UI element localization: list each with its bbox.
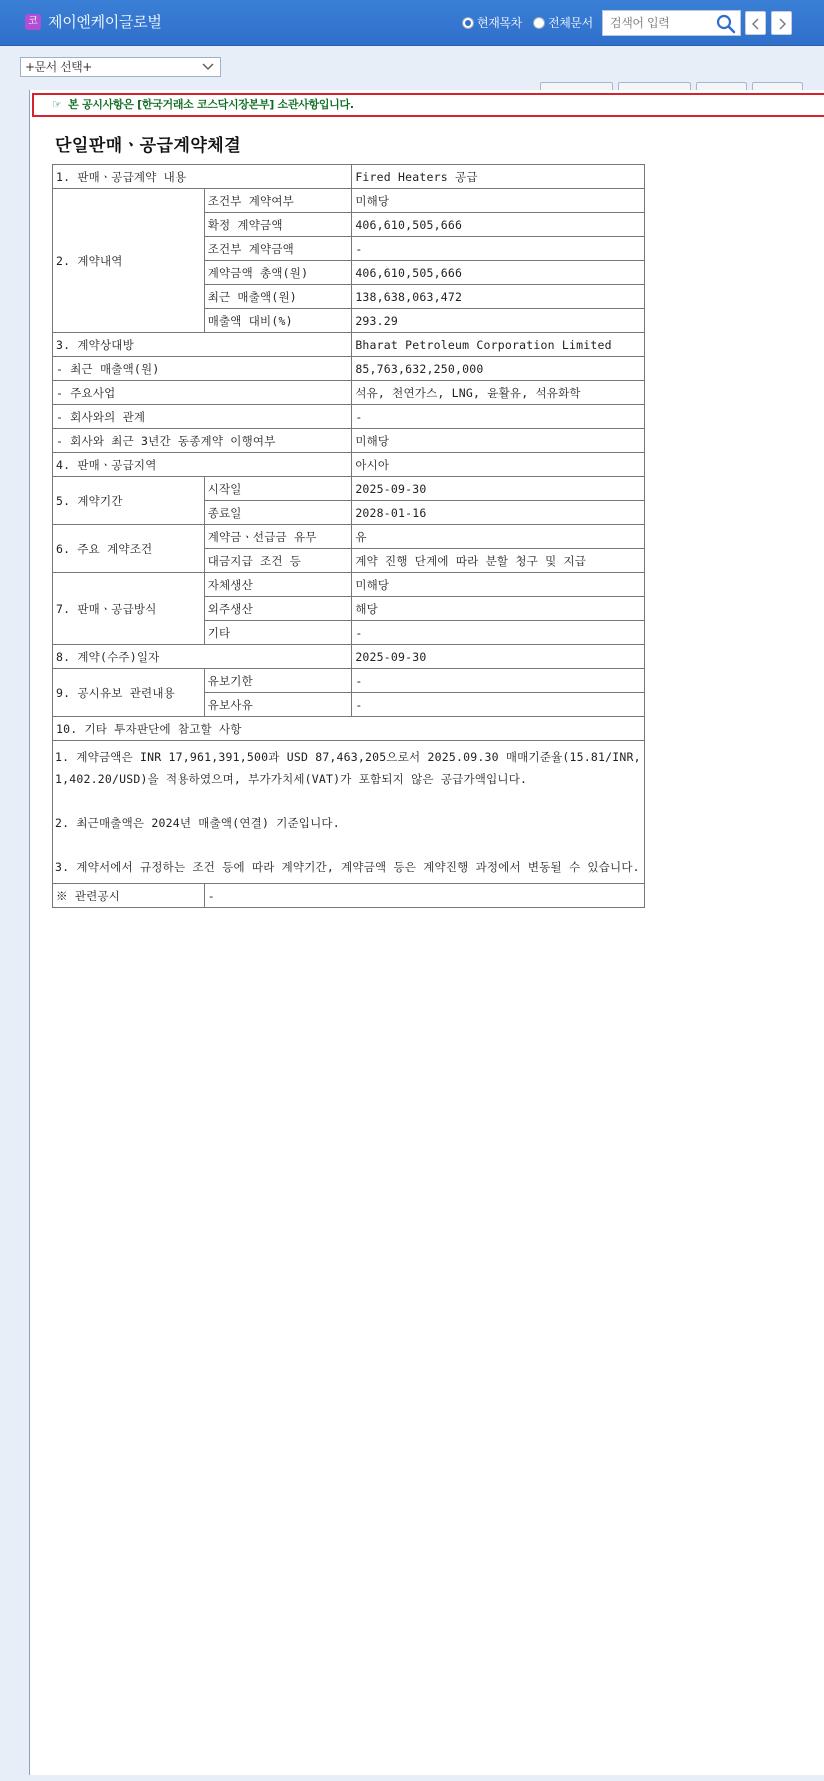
notice-text: 본 공시사항은 [한국거래소 코스닥시장본부] 소관사항입니다. xyxy=(68,98,354,111)
row-value: Bharat Petroleum Corporation Limited xyxy=(352,333,645,357)
table-row xyxy=(53,429,645,453)
row-value: 유 xyxy=(352,525,645,549)
table-row xyxy=(53,453,645,477)
sub-label: 유보기한 xyxy=(204,669,352,693)
note-2: 2. 최근매출액은 2024년 매출액(연결) 기준입니다. xyxy=(55,816,340,830)
sub-label: 종료일 xyxy=(204,501,352,525)
table-row xyxy=(53,333,645,357)
row-value: - xyxy=(352,237,645,261)
row-value: 미해당 xyxy=(352,189,645,213)
jurisdiction-notice xyxy=(32,93,824,117)
table-row xyxy=(53,717,645,741)
row-value: 아시아 xyxy=(352,453,645,477)
row-label: 5. 계약기간 xyxy=(53,477,205,525)
row-value: 406,610,505,666 xyxy=(352,213,645,237)
chevron-right-icon xyxy=(778,18,786,30)
row-label: - 주요사업 xyxy=(53,381,352,405)
row-value: 미해당 xyxy=(352,573,645,597)
row-label: 9. 공시유보 관련내용 xyxy=(53,669,205,717)
note-1: 1. 계약금액은 INR 17,961,391,500과 USD 87,463,205으로서 2025.09.30 매매기준율(15.81/INR, 1,402.20/USD)을 적용하였으며, 부가가치세(VAT)가 포함되지 않은 공급가액입니다. xyxy=(55,750,641,786)
table-row xyxy=(53,669,645,693)
row-value: 계약 진행 단계에 따라 분할 청구 및 지급 xyxy=(352,549,645,573)
row-label: 3. 계약상대방 xyxy=(53,333,352,357)
row-value: 406,610,505,666 xyxy=(352,261,645,285)
row-label: 8. 계약(수주)일자 xyxy=(53,645,352,669)
search-box xyxy=(602,10,741,36)
row-value: 석유, 천연가스, LNG, 윤활유, 석유화학 xyxy=(352,381,645,405)
radio-all-docs[interactable] xyxy=(533,14,593,31)
row-label: - 회사와의 관계 xyxy=(53,405,352,429)
note-3: 3. 계약서에서 규정하는 조건 등에 따라 계약기간, 계약금액 등은 계약진행 과정에서 변동될 수 있습니다. xyxy=(55,860,640,874)
sub-label: 기타 xyxy=(204,621,352,645)
row-value: - xyxy=(352,669,645,693)
sub-label: 계약금ㆍ선급금 유무 xyxy=(204,525,352,549)
table-row xyxy=(53,645,645,669)
toolbar-tab-4[interactable] xyxy=(752,82,803,90)
row-label: - 회사와 최근 3년간 동종계약 이행여부 xyxy=(53,429,352,453)
row-label: - 최근 매출액(원) xyxy=(53,357,352,381)
sub-label: 계약금액 총액(원) xyxy=(204,261,352,285)
company-logo-icon: 코 xyxy=(25,14,41,30)
row-label: ※ 관련공시 xyxy=(53,884,205,908)
row-label: 2. 계약내역 xyxy=(53,189,205,333)
row-value: 138,638,063,472 xyxy=(352,285,645,309)
document-title: 단일판매ㆍ공급계약체결 xyxy=(55,136,242,156)
row-label: 4. 판매ㆍ공급지역 xyxy=(53,453,352,477)
row-label: 7. 판매ㆍ공급방식 xyxy=(53,573,205,645)
radio-button-checked[interactable] xyxy=(462,17,474,29)
sub-label: 유보사유 xyxy=(204,693,352,717)
row-label: 6. 주요 계약조건 xyxy=(53,525,205,573)
sub-label: 대금지급 조건 등 xyxy=(204,549,352,573)
hand-pointer-icon: ☞ xyxy=(52,98,62,111)
row-value: 2025-09-30 xyxy=(352,645,645,669)
toolbar-tab-2[interactable] xyxy=(618,82,691,90)
table-row xyxy=(53,405,645,429)
row-value: 2028-01-16 xyxy=(352,501,645,525)
row-value: - xyxy=(352,405,645,429)
sub-label: 자체생산 xyxy=(204,573,352,597)
document-select-value: +문서 선택+ xyxy=(25,60,92,74)
toolbar-tab-1[interactable] xyxy=(540,82,613,90)
row-value: 2025-09-30 xyxy=(352,477,645,501)
prev-page-button[interactable] xyxy=(745,11,766,35)
sub-label: 확정 계약금액 xyxy=(204,213,352,237)
row-value: 미해당 xyxy=(352,429,645,453)
row-label: 1. 판매ㆍ공급계약 내용 xyxy=(53,165,352,189)
table-row xyxy=(53,741,645,884)
radio-current-toc[interactable] xyxy=(462,14,522,31)
table-row xyxy=(53,381,645,405)
next-page-button[interactable] xyxy=(771,11,792,35)
row-label: 10. 기타 투자판단에 참고할 사항 xyxy=(53,717,645,741)
document-select[interactable] xyxy=(20,57,221,77)
table-row xyxy=(53,189,645,213)
table-row xyxy=(53,525,645,549)
row-value: - xyxy=(204,884,644,908)
top-header xyxy=(0,0,824,46)
sub-label: 최근 매출액(원) xyxy=(204,285,352,309)
notes-cell xyxy=(53,741,645,884)
table-row xyxy=(53,357,645,381)
chevron-left-icon xyxy=(752,18,760,30)
row-value: - xyxy=(352,621,645,645)
row-value: - xyxy=(352,693,645,717)
sub-label: 매출액 대비(%) xyxy=(204,309,352,333)
table-row xyxy=(53,165,645,189)
radio-all-label: 전체문서 xyxy=(548,16,593,30)
table-row xyxy=(53,884,645,908)
row-value: Fired Heaters 공급 xyxy=(352,165,645,189)
chevron-down-icon xyxy=(202,63,214,71)
table-row xyxy=(53,477,645,501)
disclosure-table xyxy=(52,164,645,908)
radio-current-label: 현재목차 xyxy=(477,16,522,30)
sub-label: 시작일 xyxy=(204,477,352,501)
search-icon[interactable] xyxy=(716,14,736,34)
sub-label: 조건부 계약금액 xyxy=(204,237,352,261)
row-value: 해당 xyxy=(352,597,645,621)
radio-button[interactable] xyxy=(533,17,545,29)
search-input[interactable] xyxy=(610,14,710,32)
table-row xyxy=(53,573,645,597)
sub-label: 외주생산 xyxy=(204,597,352,621)
company-name[interactable]: 제이엔케이글로벌 xyxy=(48,13,162,31)
sub-label: 조건부 계약여부 xyxy=(204,189,352,213)
row-value: 85,763,632,250,000 xyxy=(352,357,645,381)
row-value: 293.29 xyxy=(352,309,645,333)
toolbar-tab-3[interactable] xyxy=(696,82,747,90)
document-viewer xyxy=(29,90,824,1775)
